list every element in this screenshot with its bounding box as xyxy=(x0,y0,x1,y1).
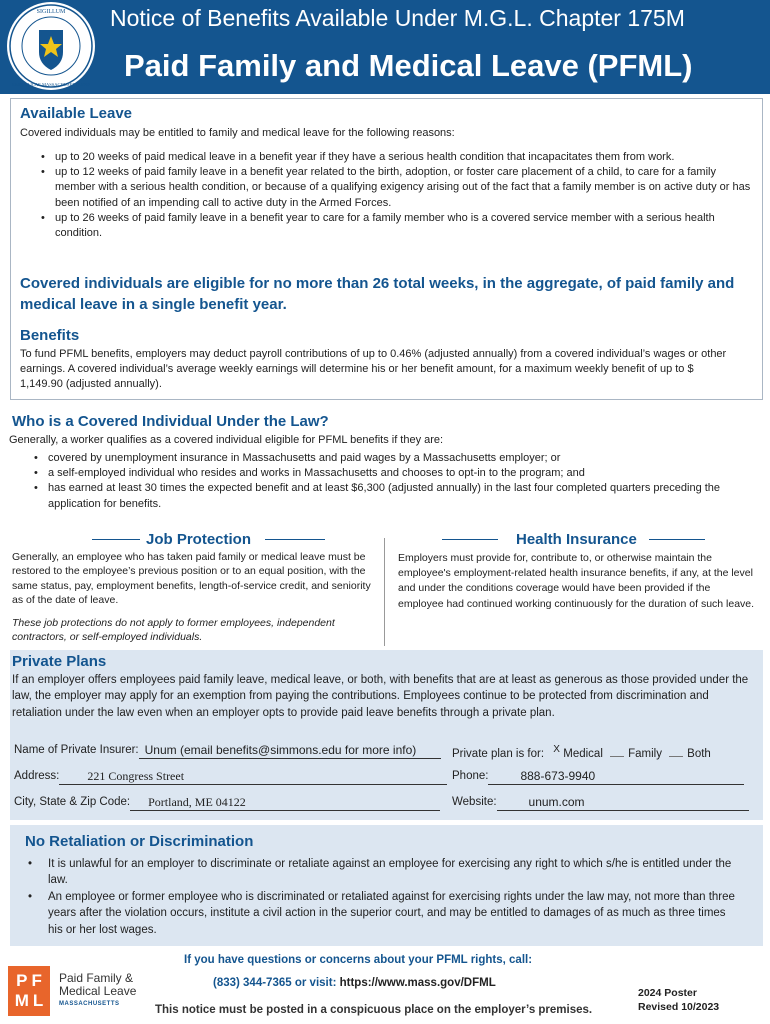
covered-individual-heading: Who is a Covered Individual Under the Law? xyxy=(12,413,329,430)
column-divider xyxy=(384,538,385,646)
available-leave-section xyxy=(10,98,763,400)
private-plans-section xyxy=(10,650,763,820)
posting-notice: This notice must be posted in a conspicuous place on the employer’s premises. xyxy=(155,1004,593,1016)
plan-for-label: Private plan is for: xyxy=(452,747,545,760)
logo-letter: L xyxy=(32,991,44,1010)
poster-version xyxy=(638,986,719,1014)
website-label: Website: xyxy=(452,796,497,808)
no-retaliation-list xyxy=(28,856,742,938)
logo-wordmark xyxy=(59,972,136,1011)
medical-checkmark[interactable]: X xyxy=(553,744,560,755)
health-insurance-text: Employers must provide for, contribute to, or otherwise maintain the employee's employment-related health insurance benefits, if any, at the level and under the conditions coverage would have been provided if the employee had continued working continuously for the duration of such leave. xyxy=(398,552,755,610)
benefits-heading: Benefits xyxy=(20,327,80,344)
logo-line: Medical Leave xyxy=(59,984,137,998)
website-field[interactable]: unum.com xyxy=(497,796,749,811)
questions-text: If you have questions or concerns about your PFML rights, call: xyxy=(184,954,533,966)
logo-line: Paid Family & xyxy=(59,971,134,985)
contact-url-link[interactable]: https://www.mass.gov/DFML xyxy=(339,977,496,989)
family-checkbox[interactable] xyxy=(610,756,624,757)
list-item: • covered by unemployment insurance in Massachusetts and paid wages by a Massachusetts employer; or xyxy=(34,451,754,466)
health-insurance-heading: Health Insurance xyxy=(516,531,637,548)
phone-field[interactable]: 888-673-9940 xyxy=(488,770,744,785)
massachusetts-seal-icon xyxy=(3,0,103,92)
insurer-label: Name of Private Insurer: xyxy=(14,744,139,756)
logo-subtitle: MASSACHUSETTS xyxy=(59,1001,120,1007)
option-medical[interactable]: Medical xyxy=(563,747,603,760)
divider xyxy=(265,539,325,540)
no-retaliation-heading: No Retaliation or Discrimination xyxy=(25,833,254,850)
city-row xyxy=(14,795,440,811)
city-field[interactable]: Portland, ME 04122 xyxy=(130,796,440,811)
page-title: Paid Family and Medical Leave (PFML) xyxy=(124,48,693,83)
plan-type-row xyxy=(452,743,711,763)
pfml-logo xyxy=(8,966,148,1018)
available-leave-intro: Covered individuals may be entitled to family and medical leave for the following reasons: xyxy=(20,127,455,139)
covered-individual-intro: Generally, a worker qualifies as a covered individual eligible for PFML benefits if they are: xyxy=(9,434,444,446)
job-protection-note: These job protections do not apply to former employees, independent contractors, or self-employed individuals. xyxy=(12,617,335,644)
insurer-row xyxy=(14,743,441,759)
logo-letter: F xyxy=(31,971,42,990)
divider xyxy=(649,539,705,540)
aggregate-limit-statement: Covered individuals are eligible for no more than 26 total weeks, in the aggregate, of paid family and medical leave in a single benefit year. xyxy=(20,275,735,313)
pfml-logo-mark xyxy=(8,966,50,1016)
list-item: • has earned at least 30 times the expected benefit and at least $6,300 (adjusted annually) in the last four completed quarters preceding the application for benefits. xyxy=(34,481,754,511)
contact-phone[interactable]: (833) 344-7365 xyxy=(213,977,292,989)
phone-row xyxy=(452,769,744,785)
revision-date: Revised 10/2023 xyxy=(638,1001,720,1013)
seal-text-bottom: REIPUBLICAE MASSACHUSETTENSIS xyxy=(11,82,91,87)
city-label: City, State & Zip Code: xyxy=(14,796,131,808)
job-protection-text: Generally, an employee who has taken paid family or medical leave must be restored to the employee’s previous position or to an equal position, with the same status, pay, employment benefits, length-of-service credit, and seniority as of the date of leave. xyxy=(12,551,371,607)
list-item: • up to 26 weeks of paid family leave in a benefit year to care for a family member who is a covered service member with a serious health condition. xyxy=(41,211,753,241)
logo-letter: M xyxy=(14,991,29,1010)
both-checkbox[interactable] xyxy=(669,756,683,757)
available-leave-heading: Available Leave xyxy=(20,105,133,122)
job-protection-heading-row xyxy=(92,530,325,549)
job-protection-heading: Job Protection xyxy=(146,531,252,548)
seal-text-top: SIGILLUM xyxy=(36,9,66,15)
divider xyxy=(442,539,498,540)
list-item: • a self-employed individual who resides and works in Massachusetts and chooses to opt-in to the program; and xyxy=(34,466,754,481)
health-insurance-heading-row xyxy=(442,530,705,549)
option-both[interactable]: Both xyxy=(687,747,711,760)
private-plans-text: If an employer offers employees paid family leave, medical leave, or both, with benefits that are at least as generous as those provided under the law, the employer may apply for an exemption from paying the contributions. Employees continue to be protected from discrimination and retaliation under the law even when an employer opts to provide paid leave benefits through a private plan. xyxy=(12,674,749,719)
option-family[interactable]: Family xyxy=(628,747,662,760)
no-retaliation-section xyxy=(10,825,763,946)
benefits-text: To fund PFML benefits, employers may deduct payroll contributions of up to 0.46% (adjusted annually) from a covered individual’s wages or other earnings. A covered individual’s average weekly earnings will determine his or her benefit amount, for a maximum weekly benefit of up to $ 1,149.90 (adjusted annually). xyxy=(20,348,727,391)
divider xyxy=(92,539,140,540)
list-item: • An employee or former employee who is discriminated or retaliated against for exercising rights under the law may, not more than three years after the violation occurs, institute a civil action in the superior court, and may be entitled to damages of as much as three times his or her lost wages. xyxy=(28,889,742,938)
covered-individual-list xyxy=(34,451,754,512)
notice-subtitle: Notice of Benefits Available Under M.G.L. Chapter 175M xyxy=(110,5,685,31)
available-leave-list xyxy=(41,150,753,241)
address-label: Address: xyxy=(14,770,60,782)
header-banner xyxy=(0,0,770,94)
poster-year: 2024 Poster xyxy=(638,987,697,999)
address-row xyxy=(14,769,447,785)
address-field[interactable]: 221 Congress Street xyxy=(59,770,447,785)
list-item: • up to 20 weeks of paid medical leave in a benefit year if they have a serious health condition that incapacitates them from work. xyxy=(41,150,753,165)
list-item: • It is unlawful for an employer to discriminate or retaliate against an employee for exercising any right to which s/he is entitled under the law. xyxy=(28,856,742,889)
website-row xyxy=(452,795,749,811)
contact-line xyxy=(213,976,496,992)
logo-letter: P xyxy=(16,971,28,990)
list-item: • up to 12 weeks of paid family leave in a benefit year related to the birth, adoption, or foster care placement of a child, to care for a family member with a serious health condition, or because of a qualifying exigency arising out of the fact that a family member is on active duty or has been notified of an impending call to active duty in the Armed Forces. xyxy=(41,165,753,211)
phone-label: Phone: xyxy=(452,770,489,782)
private-plans-heading: Private Plans xyxy=(12,653,107,670)
insurer-field[interactable]: Unum (email benefits@simmons.edu for more info) xyxy=(139,744,441,759)
or-visit-text: or visit: xyxy=(294,977,337,989)
